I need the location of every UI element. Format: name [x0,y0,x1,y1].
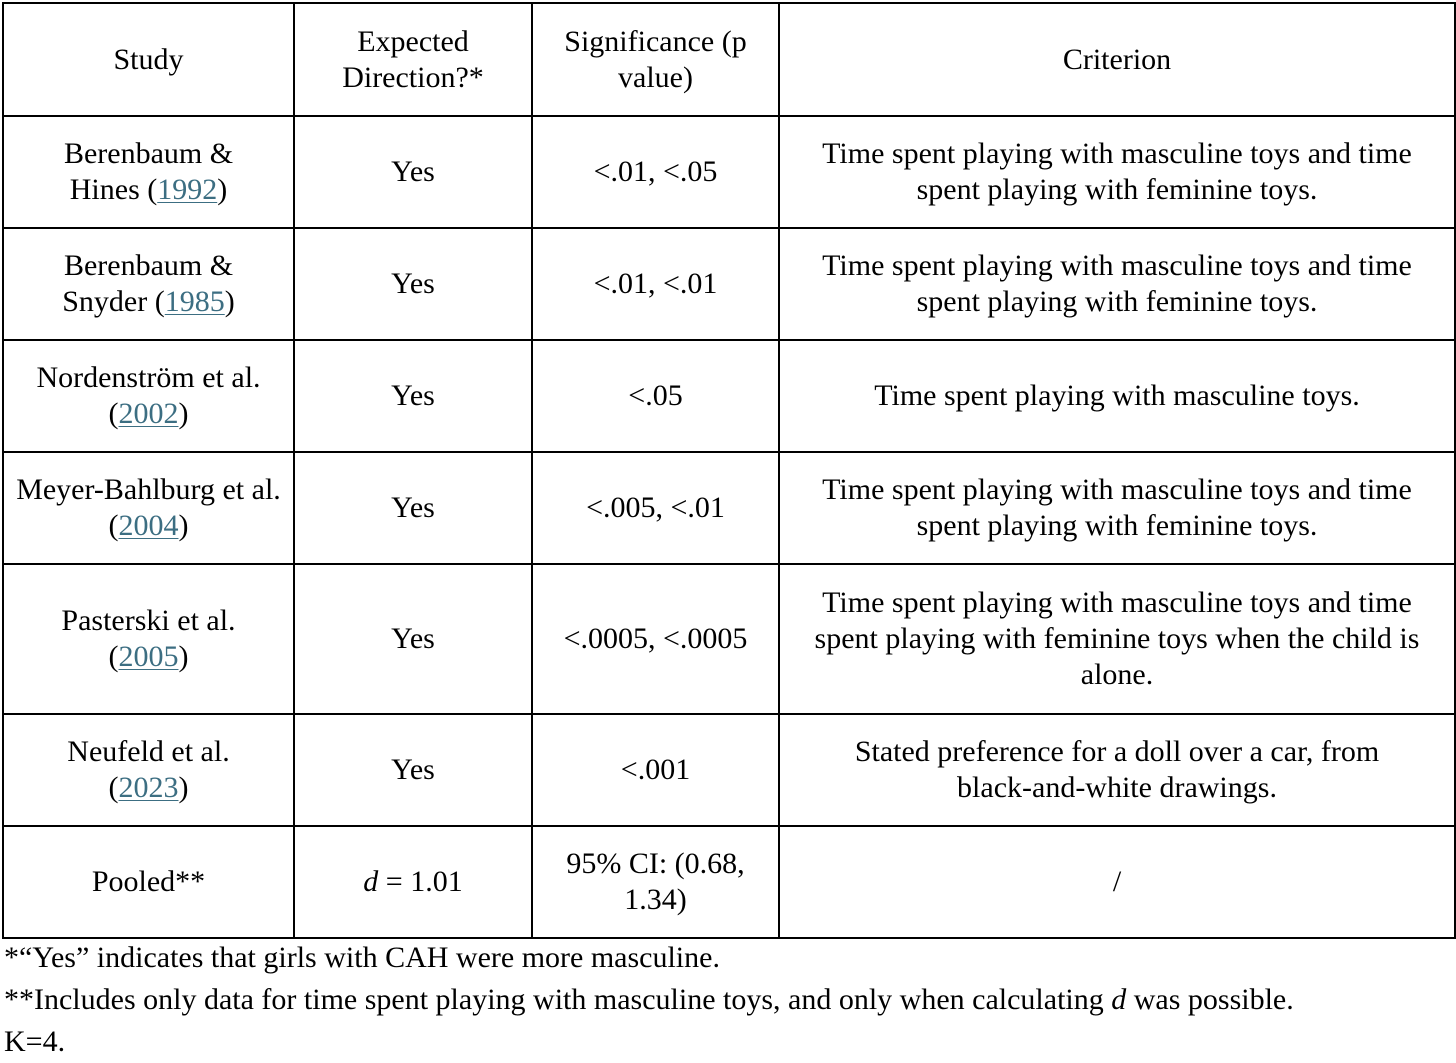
note-pooled-symbol: d [1111,983,1127,1016]
direction-cell: Yes [294,564,532,714]
study-suffix: ) [217,173,228,206]
table-row [3,714,1455,826]
citation-link[interactable]: 2002 [118,397,179,430]
study-cell [3,116,294,228]
study-cell [3,228,294,340]
study-name: Berenbaum & Hines ( [63,137,234,206]
study-cell [3,452,294,564]
citation-link[interactable]: 1992 [157,173,218,206]
pooled-effect-size-cell [294,826,532,938]
direction-cell: Yes [294,116,532,228]
table-row [3,228,1455,340]
direction-cell: Yes [294,452,532,564]
direction-cell: Yes [294,714,532,826]
header-row [3,3,1455,116]
study-name: Neufeld et al. ( [67,735,230,804]
study-cell [3,340,294,452]
effect-size-symbol: d [363,865,379,898]
studies-table [2,2,1456,939]
note-k: K=4. [4,1025,66,1058]
note-pooled-text: **Includes only data for time spent playing with masculine toys, and only when calculating [4,983,1112,1016]
note-pooled-end: was possible. [1126,983,1294,1016]
criterion-cell: Time spent playing with masculine toys and time spent playing with feminine toys when the child is alone. [779,564,1455,714]
table-row [3,564,1455,714]
header-study: Study [3,3,294,116]
significance-cell: <.05 [532,340,779,452]
significance-cell: <.0005, <.0005 [532,564,779,714]
significance-cell: <.01, <.05 [532,116,779,228]
citation-link[interactable]: 1985 [164,285,225,318]
citation-link[interactable]: 2023 [118,771,179,804]
study-name: Nordenström et al. ( [36,361,261,430]
table-notes [4,937,1444,1063]
study-name: Meyer-Bahlburg et al. ( [16,473,281,542]
direction-cell: Yes [294,228,532,340]
study-suffix: ) [178,397,189,430]
study-name: Pasterski et al. ( [61,604,236,673]
pooled-ci-cell: 95% CI: (0.68, 1.34) [532,826,779,938]
study-name: Berenbaum & Snyder ( [62,249,234,318]
study-suffix: ) [178,640,189,673]
pooled-row [3,826,1455,938]
study-suffix: ) [178,509,189,542]
study-suffix: ) [224,285,235,318]
study-cell [3,564,294,714]
criterion-cell: Time spent playing with masculine toys and time spent playing with feminine toys. [779,452,1455,564]
criterion-cell: Stated preference for a doll over a car, from black-and-white drawings. [779,714,1455,826]
direction-cell: Yes [294,340,532,452]
citation-link[interactable]: 2005 [118,640,179,673]
note-direction: *“Yes” indicates that girls with CAH were more masculine. [4,941,720,974]
pooled-criterion-cell: / [779,826,1455,938]
header-expected-direction: Expected Direction?* [294,3,532,116]
citation-link[interactable]: 2004 [118,509,179,542]
effect-size-value: = 1.01 [378,865,463,898]
table-row [3,116,1455,228]
criterion-cell: Time spent playing with masculine toys and time spent playing with feminine toys. [779,116,1455,228]
header-significance: Significance (p value) [532,3,779,116]
table-row [3,452,1455,564]
note-pooled [4,979,1444,1021]
pooled-study-cell: Pooled** [3,826,294,938]
study-suffix: ) [178,771,189,804]
criterion-cell: Time spent playing with masculine toys and time spent playing with feminine toys. [779,228,1455,340]
significance-cell: <.01, <.01 [532,228,779,340]
table-row [3,340,1455,452]
significance-cell: <.005, <.01 [532,452,779,564]
criterion-cell: Time spent playing with masculine toys. [779,340,1455,452]
study-cell [3,714,294,826]
significance-cell: <.001 [532,714,779,826]
header-criterion: Criterion [779,3,1455,116]
